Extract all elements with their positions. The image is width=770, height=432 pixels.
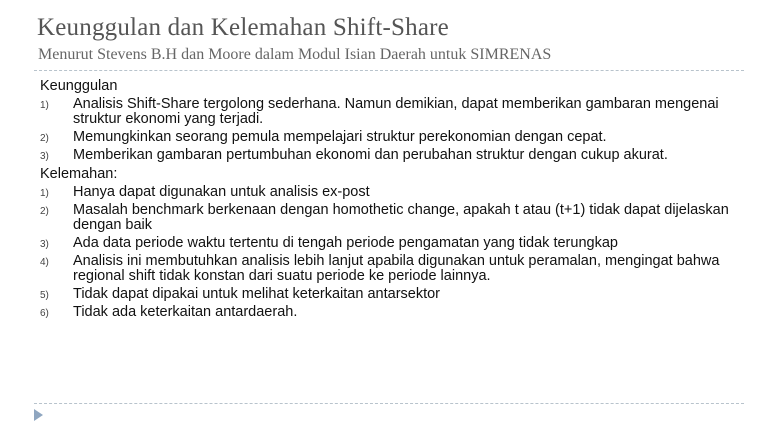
list-text: Analisis ini membutuhkan analisis lebih lanjut apabila digunakan untuk peramalan, mengingat bahwa regional shift tidak konstan dari suatu periode ke periode lainnya. (73, 253, 720, 284)
list-item (40, 130, 745, 145)
keunggulan-heading: Keunggulan (40, 78, 118, 94)
slide-subtitle: Menurut Stevens B.H dan Moore dalam Modul Isian Daerah untuk SIMRENAS (38, 46, 552, 63)
keunggulan-list (40, 97, 745, 163)
slide-title: Keunggulan dan Kelemahan Shift-Share (37, 14, 449, 41)
kelemahan-list (40, 185, 745, 320)
list-number: 3) (40, 151, 49, 162)
list-item (40, 305, 745, 320)
play-arrow-icon[interactable] (34, 409, 43, 421)
footer-divider (34, 403, 744, 404)
list-text: Ada data periode waktu tertentu di tengah periode pengamatan yang tidak terungkap (73, 235, 618, 251)
list-item (40, 97, 745, 127)
list-text: Memungkinkan seorang pemula mempelajari struktur perekonomian dengan cepat. (73, 129, 607, 145)
list-number: 3) (40, 239, 49, 250)
list-text: Hanya dapat digunakan untuk analisis ex-post (73, 184, 370, 200)
list-text: Analisis Shift-Share tergolong sederhana. Namun demikian, dapat memberikan gambaran mengenai struktur ekonomi yang terjadi. (73, 96, 719, 127)
kelemahan-heading: Kelemahan: (40, 166, 118, 182)
list-number: 1) (40, 188, 49, 199)
list-item (40, 148, 745, 163)
list-item (40, 287, 745, 302)
list-number: 2) (40, 133, 49, 144)
list-number: 6) (40, 308, 49, 319)
title-divider (34, 70, 744, 71)
list-number: 5) (40, 290, 49, 301)
list-number: 4) (40, 257, 49, 268)
list-item (40, 203, 745, 233)
list-item (40, 236, 745, 251)
slide-content (40, 78, 745, 323)
list-text: Masalah benchmark berkenaan dengan homothetic change, apakah t atau (t+1) tidak dapat dijelaskan dengan baik (73, 202, 729, 233)
list-text: Memberikan gambaran pertumbuhan ekonomi dan perubahan struktur dengan cukup akurat. (73, 147, 668, 163)
list-item (40, 254, 745, 284)
list-text: Tidak dapat dipakai untuk melihat keterkaitan antarsektor (73, 286, 441, 302)
list-number: 1) (40, 100, 49, 111)
list-item (40, 185, 745, 200)
list-number: 2) (40, 206, 49, 217)
list-text: Tidak ada keterkaitan antardaerah. (73, 304, 298, 320)
